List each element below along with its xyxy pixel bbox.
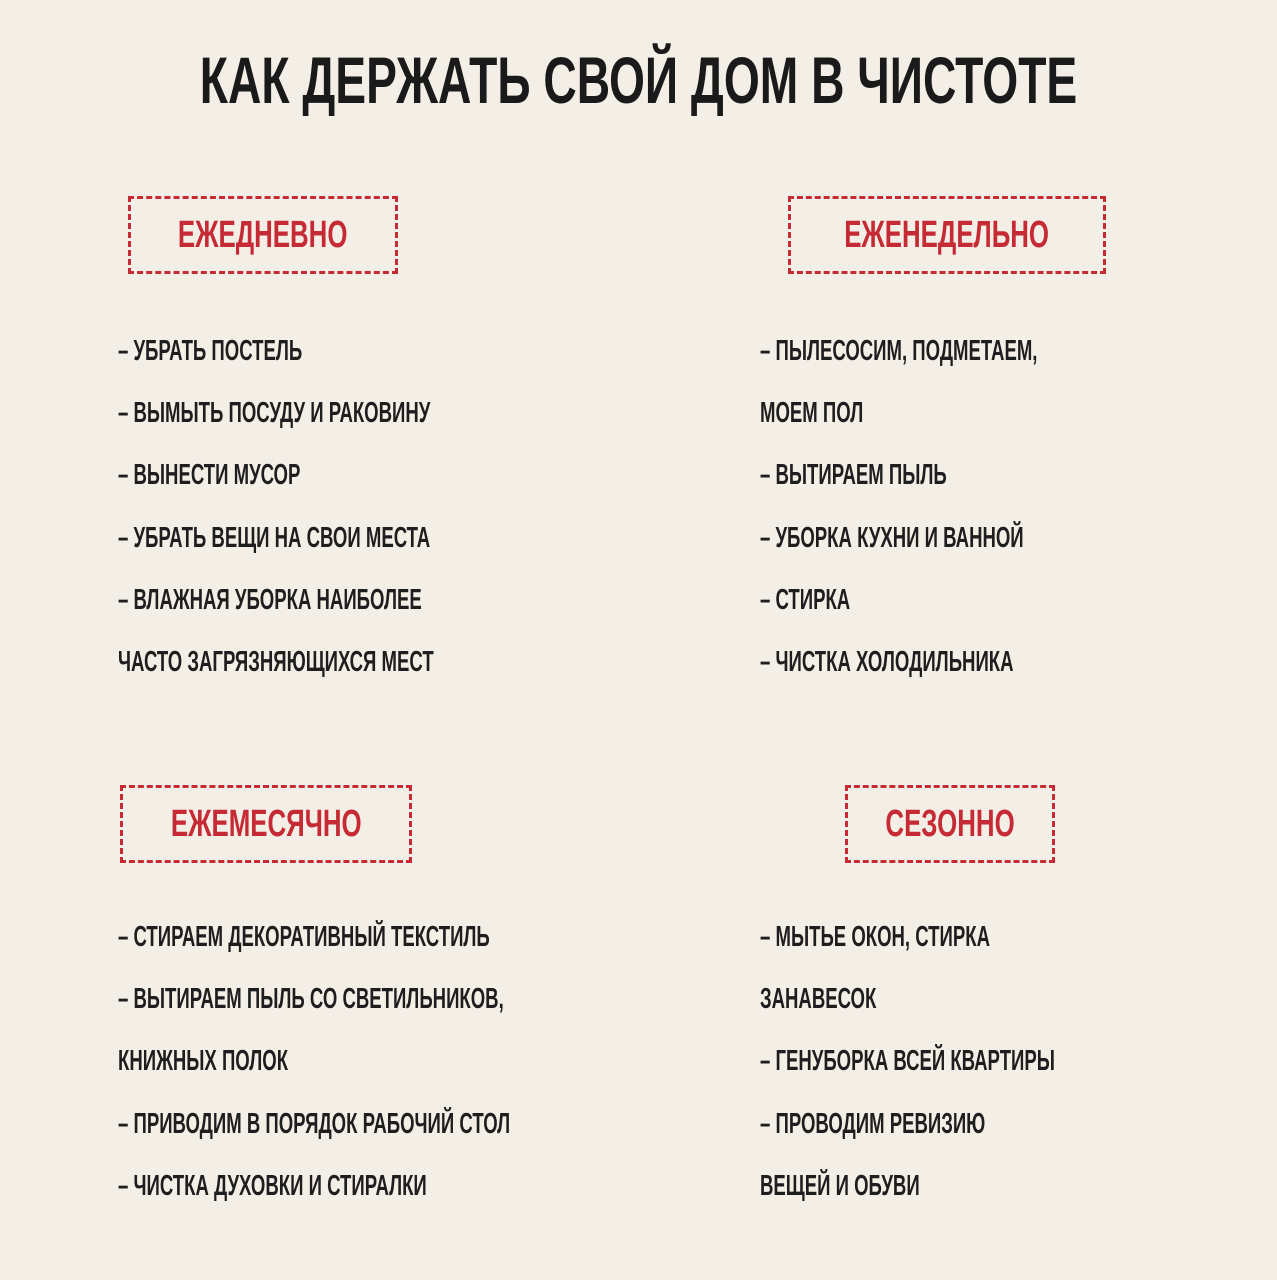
task-text: – СТИРКА [760,583,851,616]
task-text: – ВЫТИРАЕМ ПЫЛЬ СО СВЕТИЛЬНИКОВ, [118,983,504,1016]
list-item [760,1030,1221,1092]
task-text: – УБОРКА КУХНИ И ВАННОЙ [760,521,1024,554]
task-text: – СТИРАЕМ ДЕКОРАТИВНЫЙ ТЕКСТИЛЬ [118,921,490,953]
page-title: КАК ДЕРЖАТЬ СВОЙ ДОМ В ЧИСТОТЕ [199,43,1078,117]
task-text: – ПЫЛЕСОСИМ, ПОДМЕТАЕМ, [760,335,1038,367]
list-item [118,320,611,382]
task-text: – ВЫМЫТЬ ПОСУДУ И РАКОВИНУ [118,397,431,430]
task-text: ЧАСТО ЗАГРЯЗНЯЮЩИХСЯ МЕСТ [118,645,434,678]
list-item [760,631,1194,693]
list-item [760,1155,1221,1217]
task-text: – ВЫТИРАЕМ ПЫЛЬ [760,459,947,492]
task-list-daily [118,320,611,693]
list-item [760,507,1194,569]
section-heading-daily [128,196,398,274]
task-list-seasonal [760,906,1221,1217]
section-heading-seasonal-label: СЕЗОННО [885,803,1015,845]
task-text: ЗАНАВЕСОК [760,983,877,1016]
list-item [118,444,611,506]
task-text: МОЕМ ПОЛ [760,397,864,430]
task-text: – ВЫНЕСТИ МУСОР [118,459,301,492]
section-heading-monthly [120,785,412,863]
list-item [760,1093,1221,1155]
section-heading-monthly-label: ЕЖЕМЕСЯЧНО [170,803,362,845]
task-text: – УБРАТЬ ПОСТЕЛЬ [118,335,303,367]
task-text: – УБРАТЬ ВЕЩИ НА СВОИ МЕСТА [118,521,431,554]
section-heading-seasonal [845,785,1055,863]
task-text: – ГЕНУБОРКА ВСЕЙ КВАРТИРЫ [760,1045,1055,1078]
task-text: – ПРИВОДИМ В ПОРЯДОК РАБОЧИЙ СТОЛ [118,1107,511,1140]
task-text: КНИЖНЫХ ПОЛОК [118,1045,289,1078]
list-item [760,382,1194,444]
section-heading-daily-label: ЕЖЕДНЕВНО [178,214,348,256]
task-text: – ЧИСТКА ХОЛОДИЛЬНИКА [760,645,1014,678]
list-item [760,444,1194,506]
list-item [760,320,1194,382]
list-item [118,906,731,968]
list-item [118,569,611,631]
list-item [118,382,611,444]
task-text: – ПРОВОДИМ РЕВИЗИЮ [760,1107,986,1140]
list-item [760,569,1194,631]
task-list-monthly [118,906,731,1217]
section-heading-weekly-label: ЕЖЕНЕДЕЛЬНО [844,214,1050,256]
list-item [118,1155,731,1217]
list-item [118,968,731,1030]
task-list-weekly [760,320,1194,693]
task-text: – МЫТЬЕ ОКОН, СТИРКА [760,921,990,953]
list-item [118,1030,731,1092]
list-item [760,968,1221,1030]
list-item [118,631,611,693]
list-item [760,906,1221,968]
task-text: – ВЛАЖНАЯ УБОРКА НАИБОЛЕЕ [118,583,422,616]
section-heading-weekly [788,196,1106,274]
list-item [118,507,611,569]
task-text: – ЧИСТКА ДУХОВКИ И СТИРАЛКИ [118,1169,427,1202]
task-text: ВЕЩЕЙ И ОБУВИ [760,1169,920,1202]
list-item [118,1093,731,1155]
